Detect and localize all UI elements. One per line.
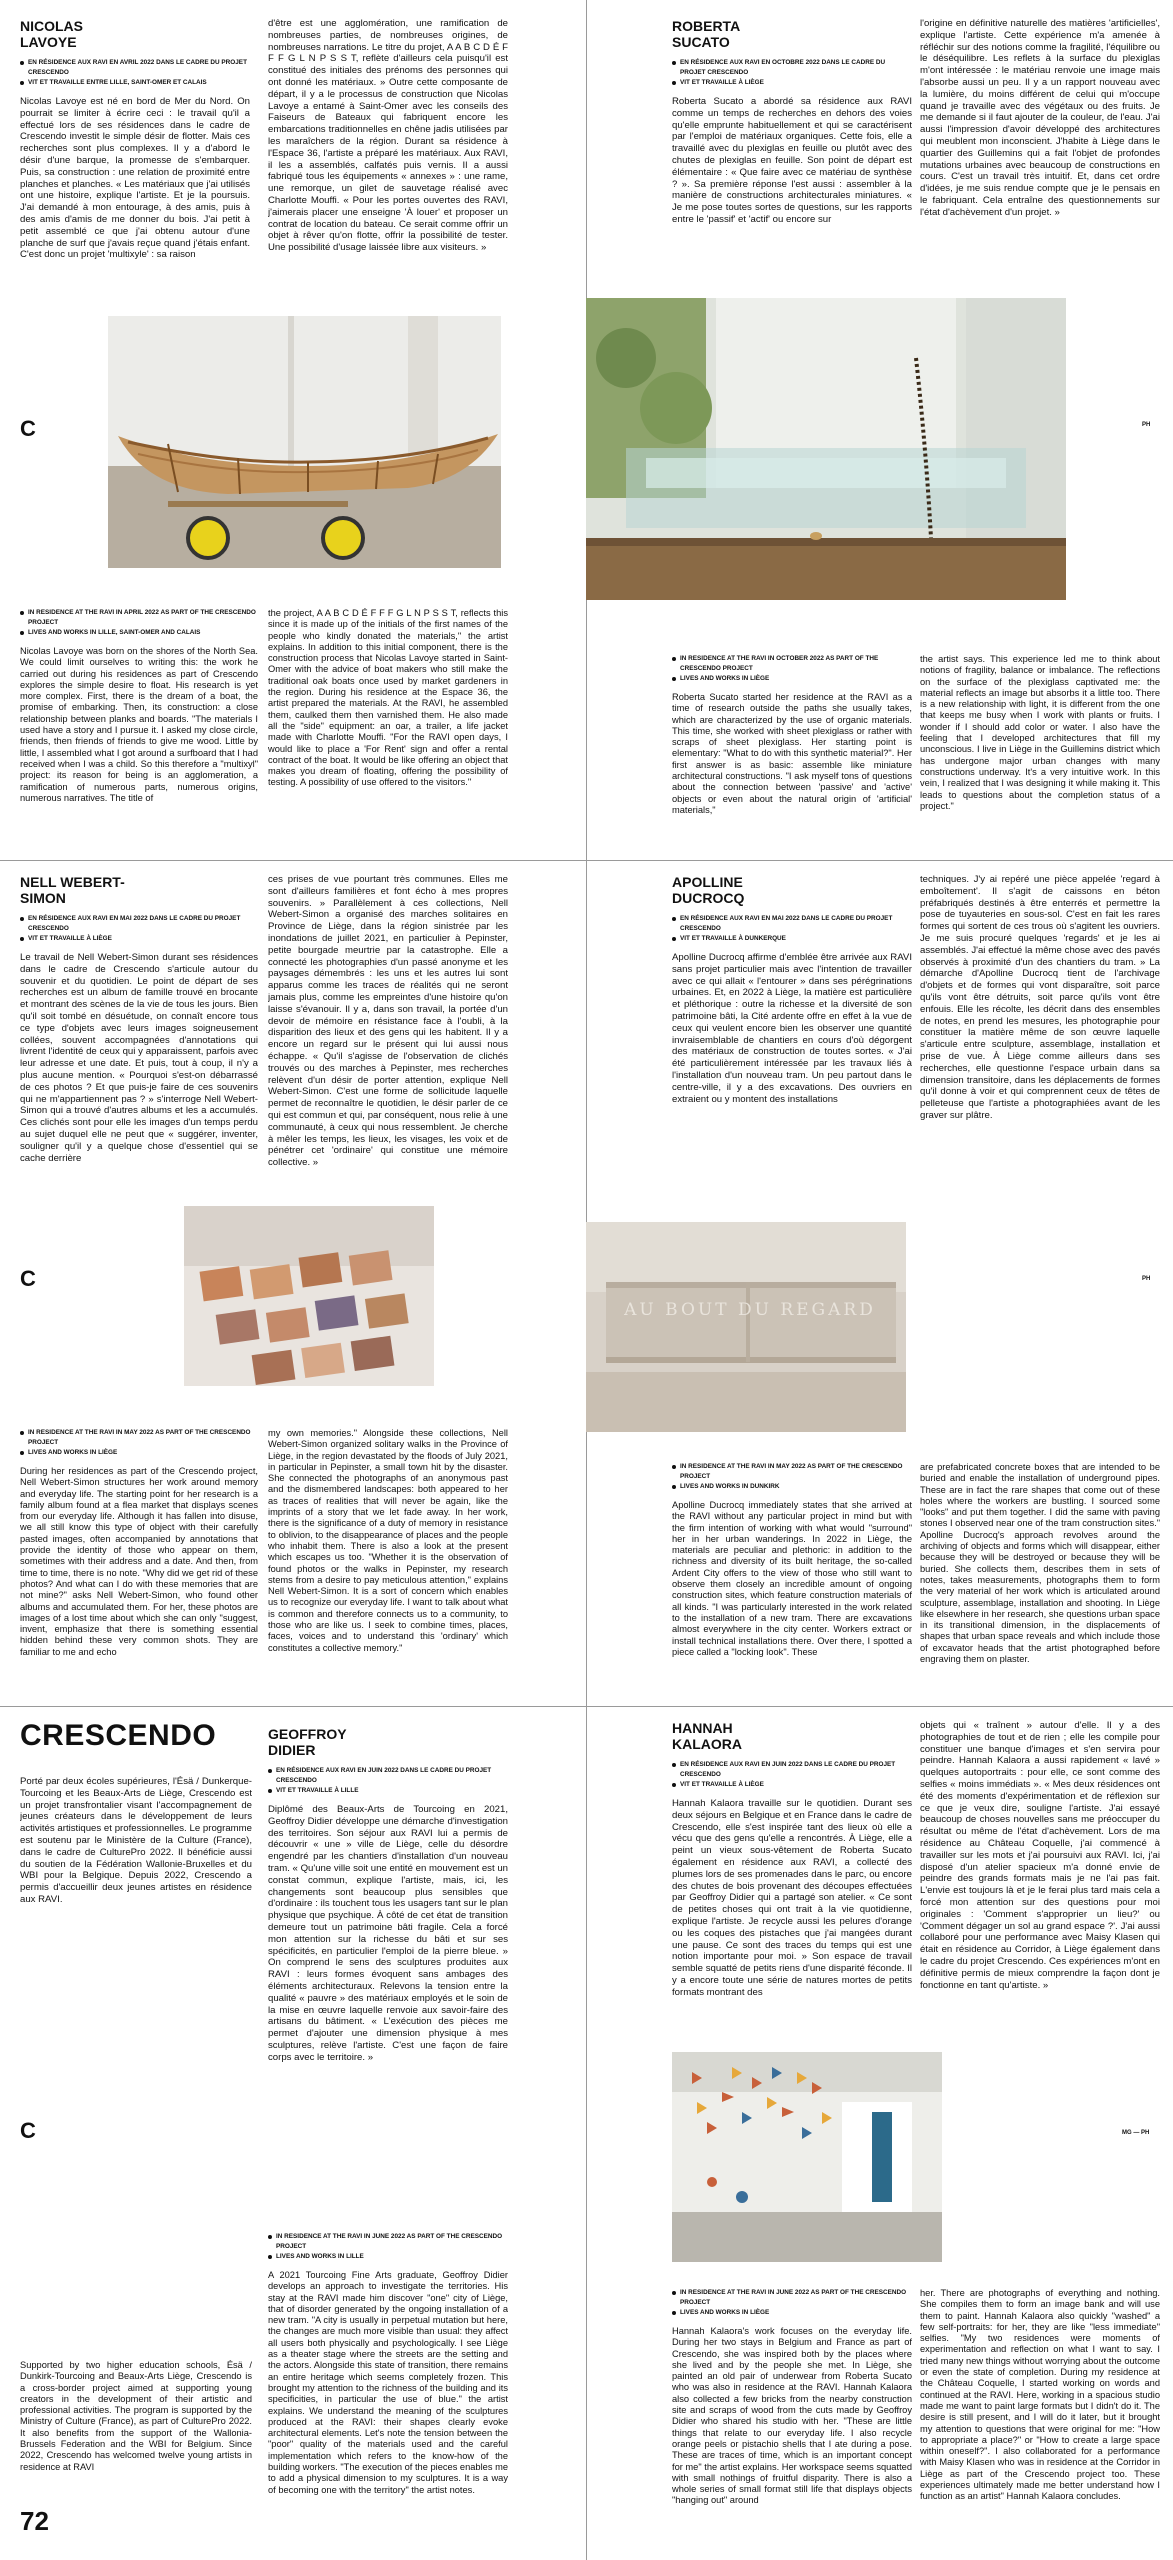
text-column-en — [20, 608, 258, 850]
text-column: Nicolas Lavoye est né en bord de Mer du Nord. On pourrait se limiter à écrire ceci : le travail qu'il a effectué lors de ses résidences dans le cadre de Crescendo investit le simple désir de flotter. Mais ces recherches sont plus complexes. Il y a d'abord le désir d'une barque, la promesse de s'embarquer. Puis, sa construction : une relation de proximité entre planches et planches. « Les matériaux que j'ai utilisés ont une histoire, explique l'artiste. Et je la poursuis. J'ai demandé à mon entourage, à des amis, puis à des amis d'amis de me donner du bois. J'ai petit à petit assemblé ce que j'ai obtenu autour d'une planche de surf que j'avais reçue quand j'étais enfant. C'est donc un projet 'multixyle' : sa raison — [20, 96, 250, 261]
intro-text: Supported by two higher education schools, Ésä / Dunkirk-Tourcoing and Beaux-Arts Liège, Crescendo is a cross-border project aimed at supporting young creators in the development of their artistic and professional activities. The program is supported by the Ministry of Culture (France), as part of CulturePro 2022. It also benefits from the support of the Wallonia-Brussels Federation and the WBI for Belgium. Since 2022, Crescendo has welcomed twelve young artists in residence at RAVI — [20, 2360, 252, 2472]
artist-meta-en — [672, 654, 912, 684]
concrete-photo — [586, 1222, 906, 1432]
artist-header — [672, 18, 912, 288]
text-column-en — [920, 2288, 1160, 2554]
artist-meta — [20, 58, 250, 88]
text-column-en — [672, 1462, 912, 1700]
residence-info: IN RESIDENCE AT THE RAVI IN JUNE 2022 AS PART OF THE CRESCENDO PROJECT — [268, 2232, 508, 2252]
text-column — [920, 1720, 1160, 2050]
text-block: Apolline Ducrocq affirme d'emblée être arrivée aux RAVI sans projet particulier mais avec l'intention de travailler avec ce qui allait « l'entourer » dans ses pérégrinations urbaines. Et, en 2022 à Liège, la matière est particulière et pléthorique : outre la richesse et la diversité de son patrimoine bâti, la Cité ardente offre en effet à la vue de ceux qui veulent encore bien les observer une quantité invraisemblable de chantiers en cours d'où dégorgent des matériaux de construction de toutes sortes. « J'ai été particulièrement intéressée par les travaux liés à l'installation d'un nouveau tram. Un peu partout dans le centre-ville, il y a des excavations. Des ouvriers en extraient ou y montent des installations — [672, 952, 912, 1105]
text-block: Apolline Ducrocq immediately states that she arrived at the RAVI without any particular project in mind but with the firm intention of working with what would "surround" her in her urban wanderings. In 2022 in Liège, the materials are peculiar and plethoric: in addition to the richness and diversity of its built heritage, the so-called Ardent City offers to the view of those who still want to observe them closely an incredible amount of ongoing construction sites, which feature construction materials of all kinds. "I was particularly interested in the work related to the installation of a new tram. There are excavations almost everywhere in the city center. Workers extract or install technical installations there. Over there, I spotted a piece called a "locking look". These — [672, 1500, 912, 1657]
text-block: Hannah Kalaora's work focuses on the everyday life. During her two stays in Belgium and France as part of Crescendo, she was inspired both by the places where she lived and by the people she met. In Liège, she painted an old pair of underwear from Roberta Sucato who was also in residence at the RAVI. Hannah Kalaora also collected a few bricks from the nearby construction site and scraps of wood from the cuts made by Geoffroy Didier who shared his studio with her. "These are little things that relate to our everyday life. I also recycle orange peels or pistachio shells that I ate during a pose. These are traces of time, which is an important concept for me" the artist explains. Her workspace seems squatted with small nothings of fruitful disparity. There is also a whole series of small format still life that displays objects "hanging out" around — [672, 2326, 912, 2506]
text-block: Nicolas Lavoye was born on the shores of the North Sea. We could limit ourselves to writing this: the work he carried out during his residences as part of Crescendo explores the simple desire to float. His research is yet more complex. First, there is the dream of a boat, the promise of embarking. Then, its construction: a close relationship between planks and boards. "The materials I used have a story and I pursue it. I asked my close circle, friends, then friends of friends to give me wood. Little by little, I assembled what I got around a surfboard that I had received when I was a child. So this therefore a "multixyl" project: its reason for being is an agglomeration, a ramification of numerous parts, numerous origins, numerous narratives. The title of — [20, 646, 258, 803]
location-info: LIVES AND WORKS IN LIÈGE — [672, 674, 912, 684]
artist-meta-en — [20, 608, 258, 638]
residence-info: IN RESIDENCE AT THE RAVI IN MAY 2022 AS PART OF THE CRESCENDO PROJECT — [20, 1428, 258, 1448]
text-column-en — [920, 1462, 1160, 1700]
residence-info: IN RESIDENCE AT THE RAVI IN MAY 2022 AS PART OF THE CRESCENDO PROJECT — [672, 1462, 912, 1482]
studio-photo — [672, 2052, 942, 2262]
crescendo-mark: C — [20, 416, 36, 441]
location-info: LIVES AND WORKS IN LIÈGE — [20, 1448, 258, 1458]
text-block: the project, A A B C D É F F F G L N P S S T, reflects this since it is made up of the initials of the first names of the people who kindly donated the materials," the artist explains. In addition to this initial component, there is the construction process that Nicolas Lavoye started in Saint-Omer with the advice of boat makers who still make the traditional oak boats once used by market gardeners in the region. During his residence at the Espace 36, the artist prepared the materials. At the RAVI, he assembled them, caulked them then varnished them. He also made all the "side" equipment: an oar, a trailer, a life jacket made with Charlotte Mouffi. "For the RAVI open days, I would like to place a 'For Rent' sign and offer a rental contract of the boat. It would be like offering an object that makes you dream of floating, offering the possibility of testing. A possibility of use offered to the visitors." — [268, 608, 508, 788]
text-block: her. There are photographs of everything and nothing. She compiles them to form an image bank and will use them to paint. Hannah Kalaora also quickly "washed" a few self-portraits: for her, they are like "less immediate" selfies. "My two residences were moments of experimentation and reflection on what I want to say. I tried many new things without worrying about the outcome or even the state of completion. During my residence at the Château Coquelle, I started working on words and continued at the RAVI. Here, working in a spacious studio made me want to paint large formats but I didn't do it. The desire is still present, and I will do it later, but it brought my attention to questions that were original for me: "How to appropriate a place?" or "How to create a large space within oneself?". I also collaborated for a performance with Maisy Klasen who was in residence at the Corridor in Liège as part of the Crescendo project too. These experiences ultimately made me better understand how I function as an artist" Hannah Kalaora concludes. — [920, 2288, 1160, 2502]
artist-name: GEOFFROY DIDIER — [268, 1726, 347, 1758]
text-column-en — [672, 2288, 912, 2554]
residence-info: EN RÉSIDENCE AUX RAVI EN JUIN 2022 DANS LE CADRE DU PROJET CRESCENDO — [268, 1766, 508, 1786]
photo-credit: PH — [1142, 422, 1151, 428]
crescendo-intro — [20, 1720, 252, 1980]
residence-info: EN RÉSIDENCE AUX RAVI EN MAI 2022 DANS LE CADRE DU PROJET CRESCENDO — [672, 914, 912, 934]
boat-photo — [108, 316, 501, 568]
artist-meta — [268, 1766, 508, 1796]
text-column-en — [268, 2232, 508, 2552]
artist-meta-en — [672, 1462, 912, 1492]
artist-name: ROBERTA SUCATO — [672, 18, 740, 50]
artist-header — [268, 1726, 508, 2106]
text-block: techniques. J'y ai repéré une pièce appelée 'regard à emboîtement'. Il s'agit de caissons en béton préfabriqués destinés à être enterrés et permettre la pose de tuyauteries en sous-sol. C'est en fait les rares formes qui sortent de ces trous où s'agitent les ouvriers. Je me suis procuré quelques 'regards' et je les ai assemblés. J'ai effectué la même chose avec des pavés observés à proximité d'un des chantiers du tram. » La démarche d'Apolline Ducrocq tient de l'archivage d'objets et de formes qui vont disparaître, soit parce qu'ils vont être détruits, soit parce qu'ils vont être enfouis. Elle les récolte, les décrit dans des ensembles de notes, en prend les mesures, les photographie pour constituer la matière même de son œuvre laquelle s'articule entre sculpture, assemblage, installation et prise de vue. À Liège comme ailleurs dans ses recherches, elle questionne l'espace urbain dans sa dimension transitoire, dans les déplacements de formes qu'il donne à voir et qui comprennent ceux de têtes de pelleteuse que l'artiste a photographiées avant de les graver sur plâtre. — [920, 874, 1160, 1121]
residence-info: EN RÉSIDENCE AUX RAVI EN AVRIL 2022 DANS LE CADRE DU PROJET CRESCENDO — [20, 58, 250, 78]
text-block: d'être est une agglomération, une ramification de nombreuses parties, de nombreuses origines, de nombreuses narrations. Le titre du projet, A A B C D É F F F G L N P S S T, reflète d'ailleurs cela puisqu'il est constitué des initiales des prénoms des personnes qui ont donné les matériaux. » Outre cette composante de départ, il y a le processus de construction que Nicolas Lavoye a entamé à Saint-Omer avec les conseils des Faiseurs de Bateaux qui fabriquent encore les embarcations traditionnelles en chêne jadis utilisées par les maraîchers de la région. Durant sa résidence à l'Espace 36, l'artiste a préparé les matériaux. Aux RAVI, il les a assemblés, calfatés puis vernis. Il a aussi fabriqué tous les équipements « annexes » : une rame, une remorque, un gilet de sauvetage réalisé avec Charlotte Mouffi. « Pour les portes ouvertes des RAVI, j'aimerais placer une enseigne 'À louer' et proposer un contrat de location du bateau. Ce serait comme offrir un objet à rêver qu'on flotte, offrir la possibilité de tester. Une possibilité d'usage laissée libre aux visiteurs. » — [268, 18, 508, 254]
intro-text: Porté par deux écoles supérieures, l'Ésä / Dunkerque-Tourcoing et les Beaux-Arts de Liège, Crescendo est un projet transfrontalier visant l'accompagnement de jeunes créateurs dans le développement de leurs activités artistiques et professionnelles. Le programme est soutenu par le Ministère de la Culture (France), dans le cadre de CulturePro 2022. Il bénéficie aussi du soutien de la Fédération Wallonie-Bruxelles et du WBI pour la Belgique. Depuis 2022, Crescendo a permis d'accueillir deux jeunes artistes en résidence aux RAVI. — [20, 1776, 252, 1905]
artist-name: NELL WEBERT-SIMON — [20, 874, 125, 906]
text-column-en — [20, 1428, 258, 1700]
artist-header — [20, 18, 250, 306]
residence-info: IN RESIDENCE AT THE RAVI IN JUNE 2022 AS PART OF THE CRESCENDO PROJECT — [672, 2288, 912, 2308]
residence-info: IN RESIDENCE AT THE RAVI IN APRIL 2022 AS PART OF THE CRESCENDO PROJECT — [20, 608, 258, 628]
text-column — [920, 18, 1160, 288]
text-block: l'origine en définitive naturelle des matières 'artificielles', explique l'artiste. Cette expérience m'a amenée à réfléchir sur des notions comme la fragilité, l'équilibre ou le déséquilibre. Les reflets à la surface du plexiglas m'ont intéressée : le matériau renvoie une image mais l'absorbe aussi un peu. Il y a un rapport nouveau avec la lumière, du moins différent de celui qui m'occupe quand je travaille avec des végétaux ou des fruits. Je me demande si il faut ajouter de la couleur, de l'eau. J'ai aussi l'impression d'avoir développé des architectures qui meublent mon inconscient. J'habite à Liège dans le quartier des Guillemins qui a fait l'objet de profondes mutations urbaines avec beaucoup de constructions en cours. C'est un travail très intuitif. Et, dans cet ordre d'idées, je me suis rendue compte que je le pensais en le fabriquant. Cela entraîne des questionnements sur l'état d'achèvement d'un projet. » — [920, 18, 1160, 218]
crescendo-intro-en — [20, 2360, 252, 2490]
text-column-en — [920, 654, 1160, 854]
text-block: Roberta Sucato started her residence at the RAVI as a time of research outside the paths she usually takes, which are characterized by the use of organic materials. This time, she worked with sheet plexiglass or rather with scraps of sheet plexiglass. Her starting point is elementary: "What to do with this synthetic material?". Her first answer is as basic: assemble like miniature architectural constructions. "I ask myself tons of questions about the connection between 'passive' and 'active' objects or even about the natural origin of 'artificial' materials," — [672, 692, 912, 815]
artist-meta — [672, 58, 912, 88]
photo-collection-image — [184, 1206, 434, 1386]
location-info: VIT ET TRAVAILLE À LIÈGE — [20, 934, 258, 944]
location-info: VIT ET TRAVAILLE À LIÈGE — [672, 1780, 912, 1790]
artist-header — [672, 1720, 912, 2050]
text-block: ces prises de vue pourtant très communes. Elles me sont d'ailleurs familières et font écho à mes propres souvenirs. » Parallèlement à ces collections, Nell Webert-Simon a organisé des marches solitaires en Province de Liège, dans la région sinistrée par les inondations de juillet 2021, en particulier à Pepinster, petite bourgade meurtrie par la catastrophe. Elle a connecté les photographies d'un passé anonyme et les paysages démembrés : les uns et les autres lui sont apparus comme les traces de réalités qui ne seront jamais plus, comme les empreintes d'une histoire qu'on laisse s'évanouir. Il y a, dans son travail, la portée d'un devoir de mémoire en résistance face à l'oubli, à la disparition des lieux et des gens qui les habitent. Il y a encore un regard sur le présent qui lui aussi nous échappe. « Qu'il s'agisse de l'observation de clichés trouvés ou des marches à Pepinster, mes recherches relèvent d'un désir de porter attention, explique Nell Webert-Simon. C'est une forme de sollicitude laquelle permet de reconnaître le quotidien, le désir parler de ce qui est commun et qui, par conséquent, nous relie à une communauté, à ceux qui nous ressemblent. Je cherche à mêler les temps, les lieux, les visages, les voix et de pénétrer cet 'ordinaire' qui constitue une mémoire collective. » — [268, 874, 508, 1169]
section-title: CRESCENDO — [20, 1720, 217, 1752]
residence-info: IN RESIDENCE AT THE RAVI IN OCTOBER 2022 AS PART OF THE CRESCENDO PROJECT — [672, 654, 912, 674]
location-info: LIVES AND WORKS IN LIÈGE — [672, 2308, 912, 2318]
text-column-en — [268, 608, 508, 850]
artist-meta-en — [672, 2288, 912, 2318]
plexiglass-photo — [586, 298, 1066, 600]
residence-info: EN RÉSIDENCE AUX RAVI EN JUIN 2022 DANS LE CADRE DU PROJET CRESCENDO — [672, 1760, 912, 1780]
text-block: A 2021 Tourcoing Fine Arts graduate, Geoffroy Didier develops an approach to investigate the territories. His stay at the RAVI made him discover "one" city of Liège, that of disorder generated by the ongoing installation of a new tram. "A city is usually in perpetual mutation but here, the changes are much more visible than usual: they affect all users both physically and psychologically. I see Liège as a theater stage where the streets are the setting and the actors. Alongside this state of transition, there remains an entire heritage which seems completely frozen. This brought my attention to the richness of the building and its specificities, in particular the use of blue." the artist explains. We understand the meaning of the sculptures produced at the RAVI: their shapes clearly evoke architectural elements. Let's note the tension between the "poor" quality of the materials used and the careful implementation which refers to the know-how of the building workers. "The execution of the pieces enables me to add a physical dimension to my sculptures. It is a way of becoming one with the territory" the artist notes. — [268, 2270, 508, 2495]
residence-info: EN RÉSIDENCE AUX RAVI EN OCTOBRE 2022 DANS LE CADRE DU PROJET CRESCENDO — [672, 58, 912, 78]
artist-name: NICOLAS LAVOYE — [20, 18, 83, 50]
crescendo-mark: C — [20, 2118, 36, 2143]
text-column — [920, 874, 1160, 1204]
text-block: Le travail de Nell Webert-Simon durant ses résidences dans le cadre de Crescendo s'articule autour du souvenir et du quotidien. Le point de départ de ses recherches est un album de famille trouvé en brocante et montrant des scènes de la vie de tous les jours. Bien qu'il soit tombé en désuétude, on connaît encore tous ce type d'objets avec leurs images soigneusement collées, souvent accompagnées d'annotations qui livrent l'identité de ceux qui y apparaissent, parfois avec leur adresse et une date. Et puis, tout à coup, il n'y a plus aucune mention. « Pourquoi s'est-on débarrassé de ces photos ? Et que puis-je faire de ces souvenirs qui ne m'appartiennent pas ? » s'interroge Nell Webert-Simon qui a trouvé d'autres albums et les a accumulés. Ces clichés sont pour elle les images d'un temps perdu au sujet duquel elle ne peut que « suggérer, inventer, souligner qu'il y a quelque chose d'essentiel qui se cache derrière — [20, 952, 258, 1164]
location-info: VIT ET TRAVAILLE À LILLE — [268, 1786, 508, 1796]
text-block: are prefabricated concrete boxes that are intended to be buried and enable the installation of underground pipes. These are in fact the rare shapes that come out of these holes where the workers are bustling. I sourced some "looks" and put them together. I did the same with paving stones I observed near one of the tram construction sites." Apolline Ducrocq's approach revolves around the archiving of objects and forms which will disappear, either because they will be destroyed or because they will be buried. She collects them, describes them in sets of notes, takes measurements, photographs them to form the very material of her work which is articulated around sculpture, assemblage, installation and shooting. In Liège like elsewhere in her research, she questions urban space in its transitional dimension, in the displacements of shapes that urban space reveals and which include those of excavator heads that the artist photographed before engraving them on plaster. — [920, 1462, 1160, 1665]
artist-header — [672, 874, 912, 1204]
location-info: LIVES AND WORKS IN DUNKIRK — [672, 1482, 912, 1492]
artist-name: APOLLINE DUCROCQ — [672, 874, 745, 906]
location-info: LIVES AND WORKS IN LILLE — [268, 2252, 508, 2262]
location-info: VIT ET TRAVAILLE ENTRE LILLE, SAINT-OMER ET CALAIS — [20, 78, 250, 88]
photo-credit: PH — [1142, 1276, 1151, 1282]
residence-info: EN RÉSIDENCE AUX RAVI EN MAI 2022 DANS LE CADRE DU PROJET CRESCENDO — [20, 914, 258, 934]
artist-header — [20, 874, 258, 1204]
text-block: Roberta Sucato a abordé sa résidence aux RAVI comme un temps de recherches en dehors des voies qu'elle emprunte habituellement et qui se caractérisent par l'emploi de matériaux organiques. Cette fois, elle a travaillé avec du plexiglas en feuille ou plutôt avec des chutes de plexiglas en feuille. Son point de départ est élémentaire : « Que faire avec ce matériau de synthèse ? ». Sa première réponse l'est aussi : assembler à la manière de constructions architecturales miniatures. « Je me pose toutes sortes de questions, sur les rapports entre le 'passif' et 'actif' ou encore sur — [672, 96, 912, 225]
artist-meta — [20, 914, 258, 944]
text-column — [268, 874, 508, 1204]
crescendo-mark: C — [20, 1266, 36, 1291]
text-block: objets qui « traînent » autour d'elle. Il y a des photographies de tout et de rien ; elle les compile pour constituer une banque d'images et s'en servira pour peindre. Hannah Kalaora a aussi rapidement « lavé » quelques autoportraits : pour elle, ce sont comme des selfies « moins immédiats ». « Mes deux résidences ont été des moments d'expérimentation et de réflexion sur ce que je veux dire, souligne l'artiste. J'ai essayé beaucoup de choses nouvelles sans me préoccuper du résultat ou même de l'état d'achèvement. Lors de ma résidence au Château Coquelle, j'ai commencé à travailler sur les mots et j'ai poursuivi aux RAVI. Ici, j'ai disposé d'un atelier spacieux m'a donné envie de peindre des grands formats mais je ne l'ai pas fait. L'envie est toujours là et je le ferai plus tard mais cela a forcé mon attention sur des questions pour moi originales : 'Comment s'approprier un lieu?' ou 'Comment dégager un sol au grand espace ?'. J'ai aussi collaboré pour une performance avec Maisy Klasen qui était en résidence au Corridor, à Liège également dans le cadre du projet Crescendo. Ces expériences m'ont en définitive permis de mieux comprendre la façon dont je fonctionne en tant qu'artiste. » — [920, 1720, 1160, 1991]
text-block: During her residences as part of the Crescendo project, Nell Webert-Simon structures her work around memory and everyday life. The starting point for her research is a family album found at a flea market that displays scenes from our everyday life. Although it has fallen into disuse, we all still know this type of object with their carefully pasted images, often accompanied by annotations that provide the identity of those who appear on them, sometimes with their address and a date. And then, from time to time, there is no note. "Why did we get rid of these photos? And what can I do with these memories that are not mine?" asks Nell Webert-Simon, who found other albums and accumulated them. For her, these photos are images of a lost time about which she can only "suggest, invent, emphasize that there is something essential hidden behind these very common shots. They are familiar to me and echo — [20, 1466, 258, 1657]
text-block: the artist says. This experience led me to think about notions of fragility, balance or imbalance. The reflections on the surface of the plexiglass captivated me: the material reflects an image but absorbs it a little too. There is a new relationship with light, it is different from the one that keeps me busy when I work with plants or fruits. I wonder if I should add color or water. I also have the feeling that I developed architectures that fill my unconscious. I live in Liège in the Guillemins district which has undergone major urban changes with many constructions underway. It's a very intuitive work. In this vein, I realized that I was designing it while making it. This leads to questions about the completion status of a project." — [920, 654, 1160, 811]
engraved-text: AU BOUT DU REGARD — [624, 1300, 876, 1320]
artist-meta-en — [268, 2232, 508, 2262]
page-number: 72 — [20, 2506, 49, 2536]
text-block: Diplômé des Beaux-Arts de Tourcoing en 2021, Geoffroy Didier développe une démarche d'investigation des territoires. Son séjour aux RAVI lui a permis de découvrir « une » ville de Liège, celle du désordre engendré par les chantiers d'installation d'un nouveau tram. « Qu'une ville soit une entité en mouvement est un constat commun, explique l'artiste, mais, ici, les changements sont beaucoup plus sensibles que d'ordinaire : ils touchent tous les usagers tant sur le plan physique que psychique. À côté de cet état de transition demeure tout un patrimoine bâti fragile. Cela a forcé mon attention sur la richesse du bâti et sur ses spécificités, en particulier l'emploi de la pierre bleue. » On comprend le sens des sculptures produites aux RAVI : leurs formes évoquent sans ambages des éléments architecturaux. Relevons la tension entre la qualité « pauvre » des matériaux employés et le soin de la mise en œuvre laquelle renvoie aux savoir-faire des artisans du bâtiment. « L'exécution des pièces me permet d'ajouter une dimension physique à mes sculptures, relève l'artiste. C'est une façon de faire corps avec le territoire. » — [268, 1804, 508, 2063]
horizontal-divider — [0, 860, 1173, 861]
horizontal-divider — [0, 1706, 1173, 1707]
photo-credit: MG — PH — [1122, 2130, 1150, 2136]
text-column-en — [672, 654, 912, 854]
location-info: VIT ET TRAVAILLE À LIÈGE — [672, 78, 912, 88]
text-column-en — [268, 1428, 508, 1700]
artist-meta-en — [20, 1428, 258, 1458]
text-block: Hannah Kalaora travaille sur le quotidien. Durant ses deux séjours en Belgique et en France dans le cadre de Crescendo, elle s'est inspirée tant des lieux où elle a vécu que des gens qu'elle a rencontrés. À Liège, elle a peint un vieux sous-vêtement de Roberta Sucato également en résidence aux RAVI, a collecté des plumes lors de ses promenades dans le parc, ou encore des chutes de bois provenant des découpes effectuées par Geoffroy Didier qui a partagé son atelier. « Ce sont de petites choses qui ont trait à la vie quotidienne, explique l'artiste. Je recycle aussi les pelures d'orange ou les coques des pistaches que j'ai mangées durant une pause. Ce sont des traces du temps qui est une notion importante pour moi. » Son espace de travail semble squatté de petits riens d'une disparité féconde. Il y a encore toute une série de natures mortes de petits formats montrant des — [672, 1798, 912, 1998]
location-info: LIVES AND WORKS IN LILLE, SAINT-OMER AND CALAIS — [20, 628, 258, 638]
artist-meta — [672, 914, 912, 944]
text-column — [268, 18, 508, 288]
artist-name: HANNAH KALAORA — [672, 1720, 742, 1752]
artist-meta — [672, 1760, 912, 1790]
location-info: VIT ET TRAVAILLE À DUNKERQUE — [672, 934, 912, 944]
text-block: my own memories." Alongside these collections, Nell Webert-Simon organized solitary walks in the Province of Liège, in the region devastated by the floods of July 2021, in particular in Pepinster, a small town hit by the disaster. She connected the photographs of an anonymous past and the dismembered landscapes: both appeared to her as traces of realities that will never be again, like the imprints of a story that we let fade away. In her work, there is the significance of a duty of memory in resistance to oblivion, to the disappearance of places and the people who inhabit them. There is also a look at the present which escapes us too. "Whether it is the observation of found photos or the walks in Pepinster, my research stems from a desire to pay meticulous attention," explains Nell Webert-Simon. It is a sort of concern which enables us to recognize our everyday life. I want to talk about what is common and therefore connects us to a community, to those who are like us. I seek to combine times, places, faces, voices and to understand this 'ordinary' which constitutes a collective memory." — [268, 1428, 508, 1653]
